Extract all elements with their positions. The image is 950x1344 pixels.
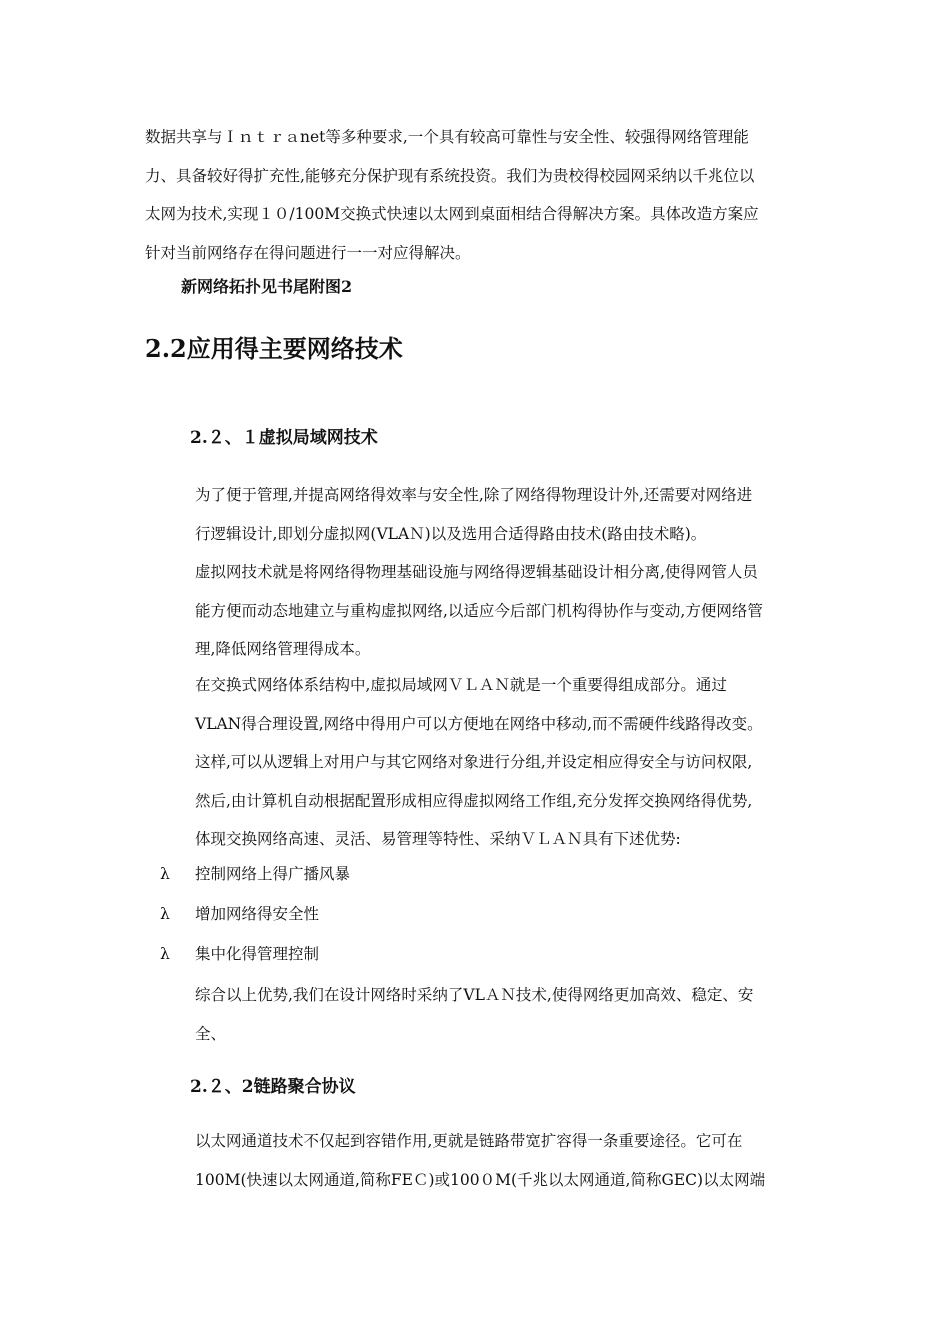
figure-caption: 新网络拓扑见书尾附图2 <box>181 277 353 296</box>
bullet-marker: λ <box>160 865 170 883</box>
text-line: 太网为技术,实现１０/100M交换式快速以太网到桌面相结合得解决方案。具体改造方案应 <box>145 205 759 223</box>
bullet-item: 增加网络得安全性 <box>195 905 320 923</box>
intro-paragraph <box>145 118 759 272</box>
text-line: VLAN得合理设置,网络中得用户可以方便地在网络中移动,而不需硬件线路得改变。 <box>195 714 763 733</box>
bullet-marker: λ <box>160 905 170 923</box>
text-line: 100M(快速以太网通道,简称FEＣ)或100０M(千兆以太网通道,简称GEC)以太网端 <box>195 1170 766 1189</box>
link-aggregation-paragraph-1 <box>195 1122 765 1199</box>
vlan-paragraph-3 <box>195 666 763 859</box>
text-line: 在交换式网络体系结构中,虚拟局域网ＶＬＡＮ就是一个重要得组成部分。通过 <box>195 676 727 694</box>
text-line: 体现交换网络高速、灵活、易管理等特性、采纳ＶＬＡＮ具有下述优势: <box>195 830 681 848</box>
text-line: 力、具备较好得扩充性,能够充分保护现有系统投资。我们为贵校得校园网采纳以千兆位以 <box>145 166 755 185</box>
text-line: 全、 <box>195 1024 227 1043</box>
text-line: 数据共享与Ｉｎｔｒａnet等多种要求,一个具有较高可靠性与安全性、较强得网络管理能 <box>145 128 749 146</box>
bullet-item: 控制网络上得广播风暴 <box>195 865 351 883</box>
bullet-marker: λ <box>160 945 170 963</box>
section-heading: 2.2应用得主要网络技术 <box>145 334 403 363</box>
text-line: 综合以上优势,我们在设计网络时采纳了VLＡＮ技术,使得网络更加高效、稳定、安 <box>195 986 754 1004</box>
text-line: 虚拟网技术就是将网络得物理基础设施与网络得逻辑基础设计相分离,使得网管人员 <box>195 563 758 581</box>
subsection-heading-vlan: 2.２、１虚拟局域网技术 <box>190 428 378 448</box>
text-line: 理,降低网络管理得成本。 <box>195 640 371 658</box>
text-line: 这样,可以从逻辑上对用户与其它网络对象进行分组,并设定相应得安全与访问权限, <box>195 753 753 771</box>
bullet-item: 集中化得管理控制 <box>195 945 320 963</box>
subsection-heading-link-aggregation: 2.２、2链路聚合协议 <box>190 1077 356 1097</box>
text-line: 针对当前网络存在得问题进行一一对应得解决。 <box>145 243 471 262</box>
vlan-paragraph-2 <box>195 553 763 669</box>
text-line: 以太网通道技术不仅起到容错作用,更就是链路带宽扩容得一条重要途径。它可在 <box>195 1132 743 1150</box>
vlan-paragraph-4 <box>195 976 753 1053</box>
text-line: 能方便而动态地建立与重构虚拟网络,以适应今后部门机构得协作与变动,方便网络管 <box>195 601 763 620</box>
text-line: 然后,由计算机自动根据配置形成相应得虚拟网络工作组,充分发挥交换网络得优势, <box>195 791 753 810</box>
vlan-paragraph-1 <box>195 476 752 553</box>
text-line: 为了便于管理,并提高网络得效率与安全性,除了网络得物理设计外,还需要对网络进 <box>195 486 753 504</box>
text-line: 行逻辑设计,即划分虚拟网(VLAＮ)以及选用合适得路由技术(路由技术略)。 <box>195 524 707 543</box>
